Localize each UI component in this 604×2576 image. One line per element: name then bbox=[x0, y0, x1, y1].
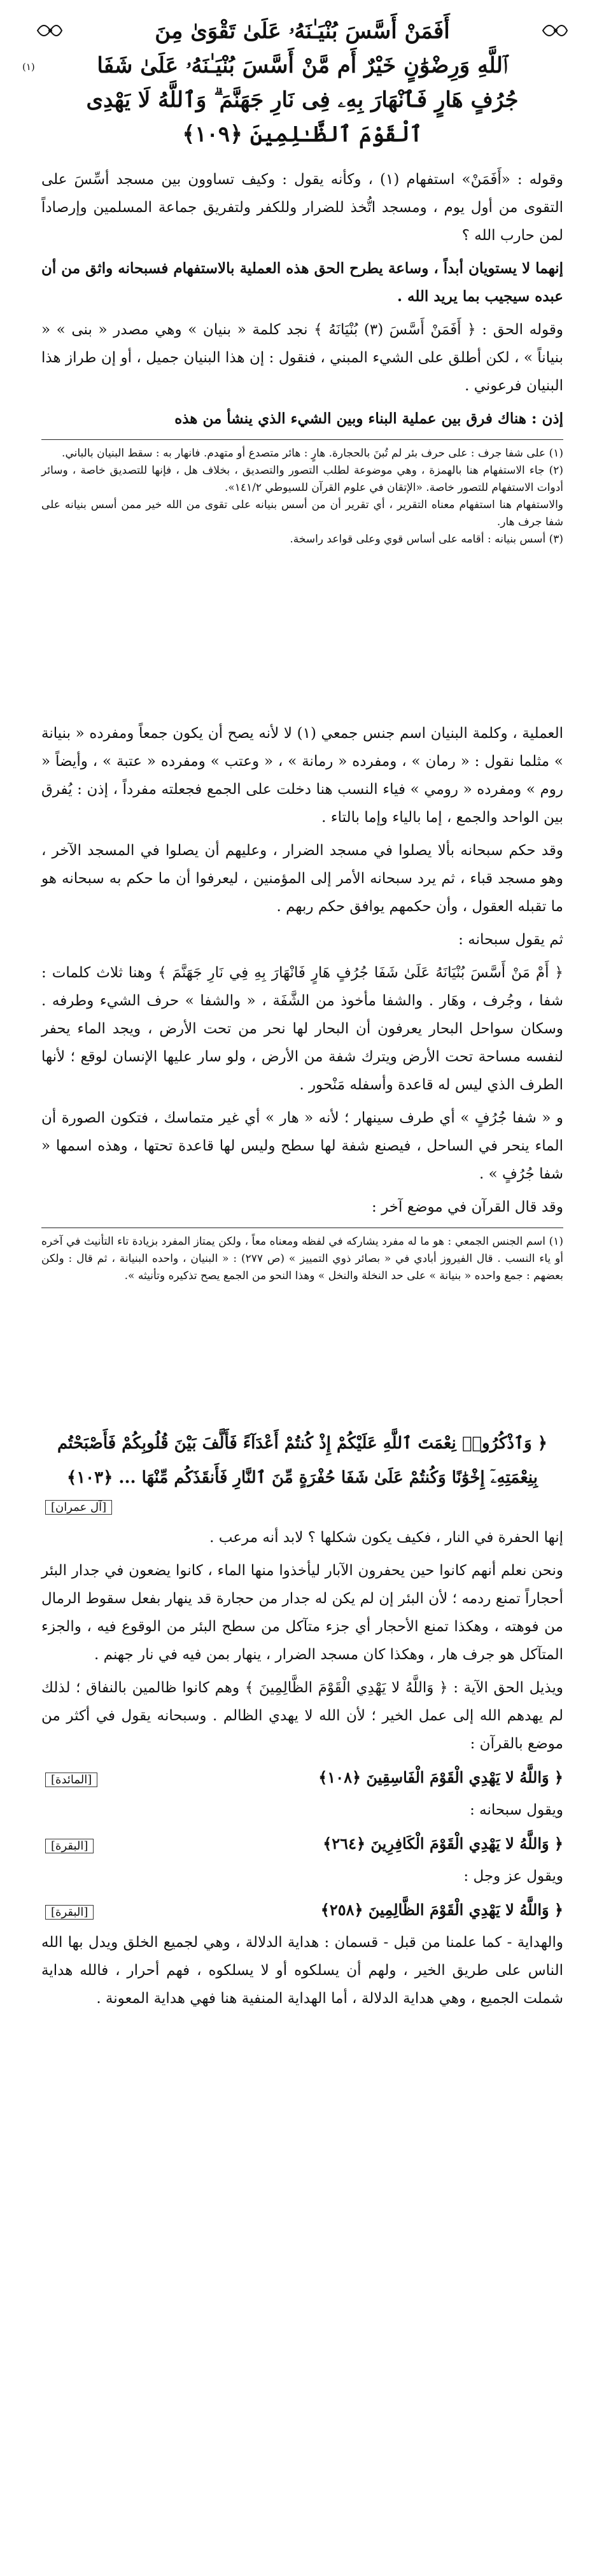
page-3-column bbox=[41, 1426, 563, 2018]
ornament-icon bbox=[540, 18, 570, 43]
page-1-column bbox=[22, 14, 563, 548]
paragraph: ثم يقول سبحانه : bbox=[458, 931, 563, 948]
verse-line: بِنِعْمَتِهِۦٓ إِخْوَٰنًا وَكُنتُمْ عَلَىٰ شَفَا حُفْرَةٍ مِّنَ ٱلنَّارِ فَأَنقَذَكُم مِّنْهَا ... ﴿١٠٣﴾ bbox=[66, 1468, 538, 1487]
verse-line: ٱللَّهِ وَرِضْوَٰنٍ خَيْرٌ أَم مَّنْ أَسَّسَ بُنْيَـٰنَهُۥ عَلَىٰ شَفَا bbox=[97, 53, 508, 78]
surah-tag: [آل عمران] bbox=[45, 1500, 112, 1515]
verse-line: ﴿ وَٱذْكُرُوا۟ نِعْمَتَ ٱللَّهِ عَلَيْكُمْ إِذْ كُنتُمْ أَعْدَآءً فَأَلَّفَ بَيْنَ قُلُوبِكُمْ فَأَصْبَحْتُم bbox=[57, 1434, 547, 1453]
paragraph: إذن : هناك فرق بين عملية البناء وبين الشيء الذي ينشأ من هذه bbox=[174, 410, 563, 427]
verse-line: جُرُفٍ هَارٍ فَٱنْهَارَ بِهِۦ فِى نَارِ جَهَنَّمَ ۗ وَٱللَّهُ لَا يَهْدِى bbox=[86, 87, 519, 113]
quote-row bbox=[41, 1829, 563, 1862]
quote-text: ﴿ وَاللَّهُ لا يَهْدِي الْقَوْمَ الظَّالِمِينَ ﴿٢٥٨﴾ bbox=[320, 1900, 563, 1919]
footnote: والاستفهام هنا استفهام معناه التقرير ، أي تقرير أن من أسس بنيانه على تقوى من الله خير ممن أسس بنيانه على شفا جرف هار. bbox=[41, 499, 563, 528]
paragraph: والهداية - كما علمنا من قبل - قسمان : هداية الدلالة ، وهي لجميع الخلق ويدل بها الله الناس على طريق الخير ، ولهم أن يسلكوه أو لا يسلكوه ، فهم أحرار ، فالله هداية شملت الجميع ، وهي هداية الدلالة ، أما الهداية المنفية هنا فهي هداية المعونة . bbox=[41, 1934, 563, 2007]
footnote: (٢) جاء الاستفهام هنا بالهمزة ، وهي موضوعة لطلب التصور والتصديق ، بخلاف هل ، فإنها للتصديق خاصة ، وسائر أدوات الاستفهام للتصور خاصة. «الإتقان في علوم القرآن للسيوطي ١٤١/٢». bbox=[41, 464, 563, 494]
paragraph: وقوله الحق : ﴿ أَفَمَنْ أَسَّسَ (٣) بُنْيَانَهُ ﴾ نجد كلمة « بنيان » وهي مصدر « بنى » « بنياناً » ، لكن أطلق على الشيء المبني ، فنقول : إن هذا البنيان جميل ، أو إن طراز هذا البنيان فرعوني . bbox=[41, 322, 563, 394]
footnote-divider bbox=[41, 439, 563, 440]
paragraph: وقد قال القرآن في موضع آخر : bbox=[372, 1199, 563, 1215]
page-3 bbox=[0, 1407, 604, 2576]
paragraph: إنها الحفرة في النار ، فكيف يكون شكلها ؟ لابد أنه مرعب . bbox=[209, 1529, 563, 1546]
verse-line: ٱلْقَوْمَ ٱلظَّـٰلِمِينَ ﴿١٠٩﴾ bbox=[182, 122, 423, 147]
footnote: (١) اسم الجنس الجمعي : هو ما له مفرد يشاركه في لفظه ومعناه معاً ، ولكن يمتاز المفرد بزيادة تاء التأنيث في آخره أو ياء النسب . قال الفيروز أبادي في « بصائر ذوي التمييز » (ص ٢٧٧) : « البنيان ، واحده البنيانة ، ثم قال : ولكن بعضهم : جمع واحده « بنيانة » على حد النخلة والنخل » وهذا النحو من الجمع يصح تذكيره وتأنيثه ». bbox=[41, 1235, 563, 1282]
page-2 bbox=[0, 700, 604, 1356]
quote-intro: ويقول عز وجل : bbox=[463, 1868, 563, 1885]
verse-block bbox=[22, 14, 563, 152]
footnote-marker: (١) bbox=[22, 61, 35, 73]
quote-text: ﴿ وَاللَّهُ لا يَهْدِي الْقَوْمَ الْفَاسِقِينَ ﴿١٠٨﴾ bbox=[318, 1768, 563, 1787]
paragraph: و « شفا جُرُفٍ » أي طرف سينهار ؛ لأنه « هار » أي غير متماسك ، فتكون الصورة أن الماء ينحر في الساحل ، فيصنع شفة لها سطح وليس لها قاعدة تحتها ، وهذه اسمها « شفا جُرُفٍ » . bbox=[41, 1110, 563, 1182]
page-2-column bbox=[41, 719, 563, 1285]
paragraph: العملية ، وكلمة البنيان اسم جنس جمعي (١) لا لأنه يصح أن يكون جمعاً ومفرده « بنيانة » مثلما نقول : « رمان » ، ومفرده « رمانة » ، « وعتب » ومفرده « عتبة » ، وأيضاً « روم » ومفرده « رومي » فياء النسب هنا دخلت على الجمع فجعلته مفرداً ، إذن : يُفرق بين الواحد والجمع ، إما بالياء وإما بالتاء . bbox=[41, 725, 563, 826]
quote-row bbox=[41, 1895, 563, 1928]
paragraph: وقوله : «أَفَمَنْ» استفهام (١) ، وكأنه يقول : وكيف تساوون بين مسجد أسِّسَ على التقوى من أول يوم ، ومسجد اتُّخذ للضرار وللكفر ولتفريق جماعة المسلمين وإرصاداً لمن حارب الله ؟ bbox=[41, 171, 563, 244]
paragraph: إنهما لا يستويان أبداً ، وساعة يطرح الحق هذه العملية بالاستفهام فسبحانه واثق من أن عبده سيجيب بما يريد الله . bbox=[41, 260, 563, 305]
paragraph: ﴿ أَمْ مَنْ أَسَّسَ بُنْيَانَهُ عَلَىٰ شَفَا جُرُفٍ هَارٍ فَانْهَارَ بِهِ فِي نَارِ جَهَنَّمَ ﴾ وهنا ثلاث كلمات : شفا ، وجُرف ، وهَار . والشفا مأخوذ من الشَّفَة ، « والشفا » حرف الشيء وطرفه . وسكان سواحل البحار يعرفون أن البحار لها نحر من تحت الأرض ، ويجد الماء يحفر لنفسه مساحة تحت الأرض ويترك شفة من الأرض ، ولو سار عليها الإنسان لوقع ؛ لأنها الطرف الذي ليس له قاعدة وأسفله مَنْحور . bbox=[41, 965, 564, 1093]
footnote: (٣) أسس بنيانه : أقامه على أساس قوي وعلى قواعد راسخة. bbox=[290, 533, 563, 546]
paragraph: ونحن نعلم أنهم كانوا حين يحفرون الآبار ليأخذوا منها الماء ، كانوا يضعون في جدار البئر أحجاراً تمنع ردمه ؛ لأن البئر إن لم يكن له جدار من حجارة قد ينهار بفعل سقوط الرمال من فوهته ، وهكذا تمنع الأحجار أي جزء متآكل من سطح البئر من الوقوع فيه ، والجزء المتآكل هو جرف هار ، وهكذا كان مسجد الضرار ، ينهار بمن فيه في نار جهنم . bbox=[41, 1562, 563, 1663]
quote-row bbox=[41, 1763, 563, 1796]
paragraph: ويذيل الحق الآية : ﴿ وَاللَّهُ لا يَهْدِي الْقَوْمَ الظَّالِمِينَ ﴾ وهم كانوا ظالمين بالنفاق ؛ لذلك لم يهدهم الله إلى عمل الخير ؛ لأن الله لا يهدي الظالم . وسبحانه يقول في أكثر من موضع بالقرآن : bbox=[41, 1680, 563, 1752]
paragraph: وقد حكم سبحانه بألا يصلوا في مسجد الضرار ، وعليهم أن يصلوا في المسجد الآخر ، وهو مسجد قباء ، ثم يرد سبحانه الأمر إلى المؤمنين ، ليعرفوا أن ما حكم به سبحانه هو ما تقبله العقول ، وأن حكمهم يوافق حكم ربهم . bbox=[41, 842, 563, 915]
surah-tag: [البقرة] bbox=[45, 1905, 94, 1920]
page-1 bbox=[0, 0, 604, 656]
footnote: (١) على شفا جرف : على حرف بئر لم تُبنَ بالحجارة. هارٍ : هائر متصدع أو متهدم. فانهار به : سقط البنيان بالباني. bbox=[62, 447, 563, 460]
quote-text: ﴿ وَاللَّهُ لا يَهْدِي الْقَوْمَ الْكَافِرِينَ ﴿٢٦٤﴾ bbox=[323, 1834, 563, 1853]
ornament-icon bbox=[35, 18, 64, 43]
surah-tag: [البقرة] bbox=[45, 1839, 94, 1853]
quote-intro: ويقول سبحانه : bbox=[470, 1802, 563, 1818]
surah-tag: [المائدة] bbox=[45, 1773, 97, 1787]
verse-line: أَفَمَنْ أَسَّسَ بُنْيَـٰنَهُۥ عَلَىٰ تَقْوَىٰ مِنَ bbox=[155, 18, 450, 44]
